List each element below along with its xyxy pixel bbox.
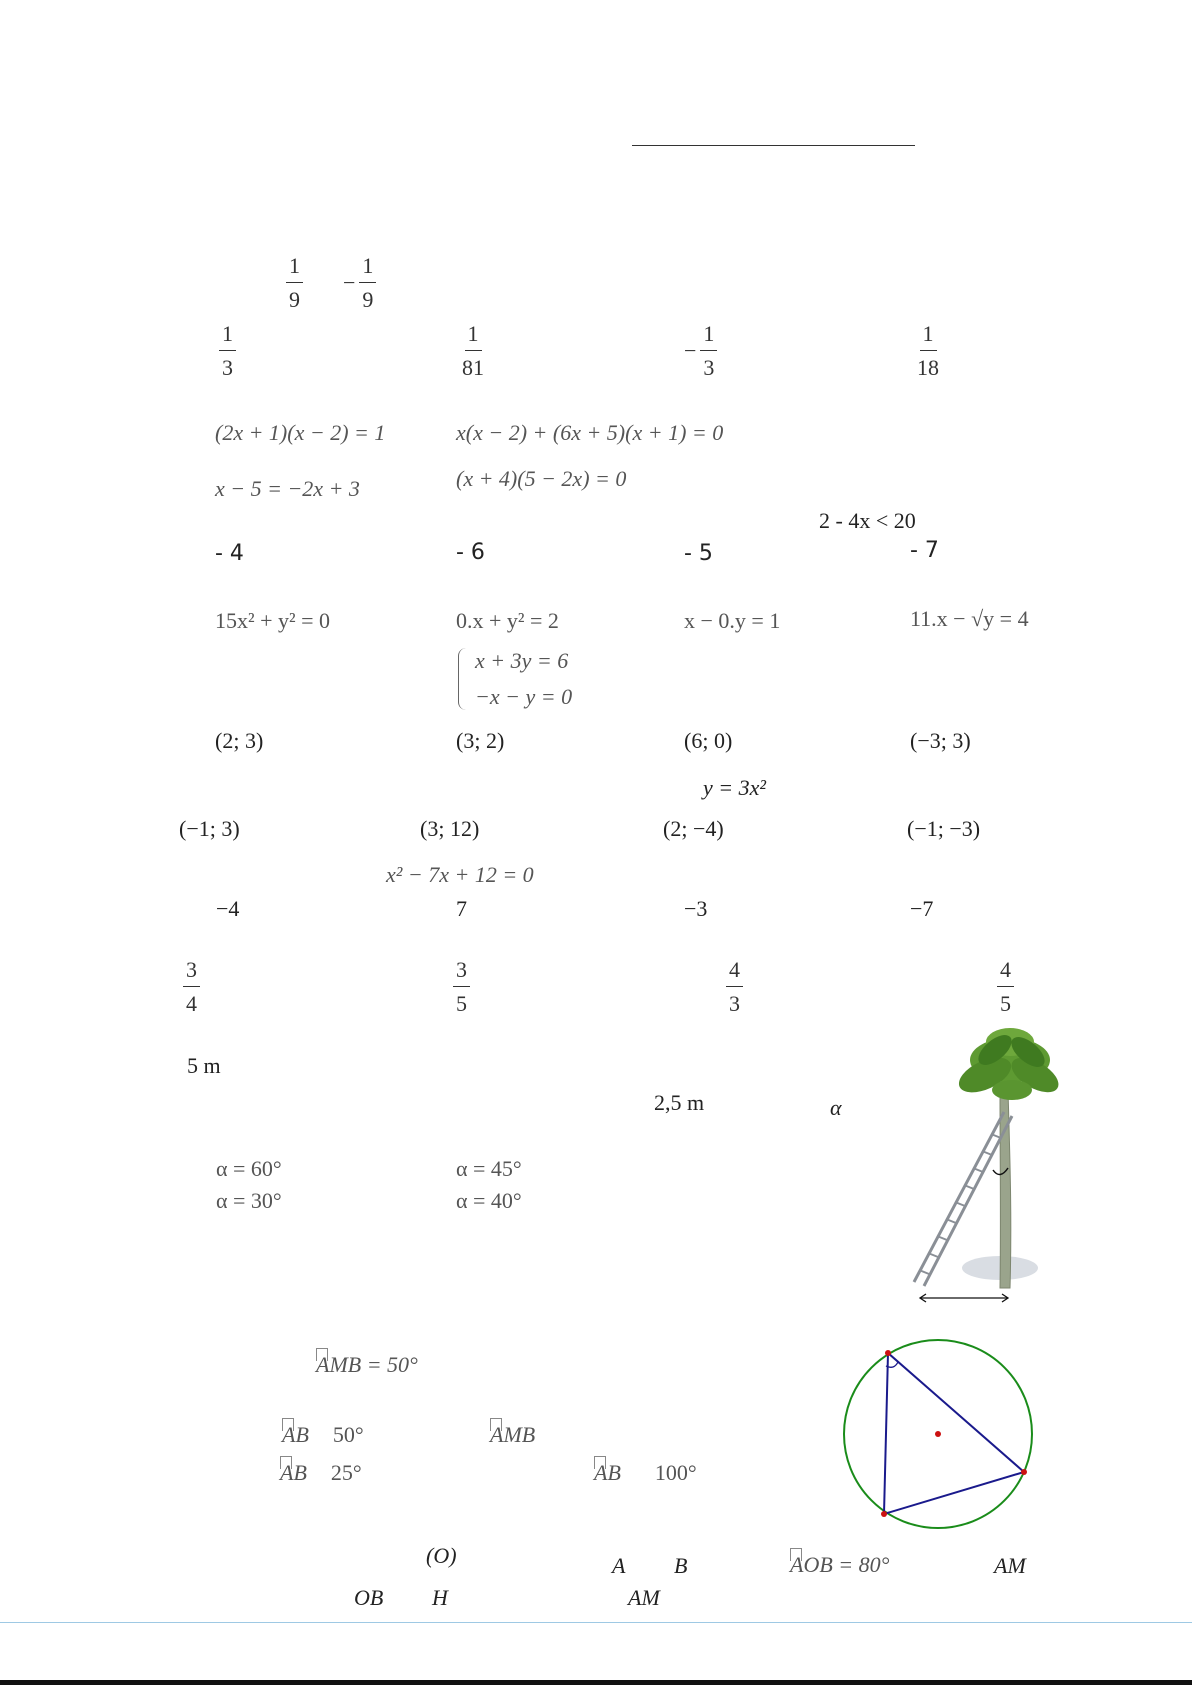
q9-base-length: 2,5 m [654,1090,705,1115]
q3-option-c[interactable]: - 5 [684,541,713,566]
q9-ladder-length: 5 m [187,1053,221,1078]
q1-option-b[interactable]: $\frac{1}{81}$ [462,321,484,380]
q5-system-line-2: −x − y = 0 [475,684,573,709]
q1-option-c[interactable]: − $\frac{1}{3}$ [684,322,717,380]
triangle-amb [884,1353,1024,1514]
q9-option-a[interactable]: α = 60° [216,1156,282,1181]
q1-stem-frac-1: $\frac{1}{9}$ [282,254,303,312]
q6-option-a[interactable]: (−1; 3) [179,816,240,841]
arc-symbol-icon [280,1456,292,1469]
q11-point-b: B [674,1553,688,1578]
q6-option-d[interactable]: (−1; −3) [907,816,981,841]
point-m [885,1350,891,1356]
arc-symbol-icon [282,1418,294,1431]
q9-angle-symbol: α [830,1095,842,1120]
q4-option-a[interactable]: 15x² + y² = 0 [215,608,331,633]
q2-equation-c[interactable]: x − 5 = −2x + 3 [215,476,360,501]
q3-option-b[interactable]: - 6 [456,540,485,565]
q3-option-d[interactable]: - 7 [910,538,939,563]
point-b [1021,1469,1027,1475]
q8-option-b[interactable]: $\frac{3}{5}$ [453,958,470,1016]
q7-equation: x² − 7x + 12 = 0 [386,862,534,887]
q4-option-c[interactable]: x − 0.y = 1 [684,608,781,633]
angle-symbol-icon [790,1548,802,1561]
q10-option-a[interactable]: AB 50° [282,1422,364,1448]
q3-inequality: 2 - 4x < 20 [819,508,916,533]
q6-option-b[interactable]: (3; 12) [420,816,480,841]
q7-option-d[interactable]: −7 [910,896,934,921]
q9-option-c[interactable]: α = 30° [216,1188,282,1213]
footer-rule [0,1622,1192,1623]
q2-equation-b[interactable]: x(x − 2) + (6x + 5)(x + 1) = 0 [456,420,724,445]
q8-option-d[interactable]: $\frac{4}{5}$ [997,958,1014,1016]
q9-option-d[interactable]: α = 40° [456,1188,522,1213]
q2-equation-a[interactable]: (2x + 1)(x − 2) = 1 [215,420,386,445]
q7-option-b[interactable]: 7 [456,896,467,921]
q2-equation-d[interactable]: (x + 4)(5 − 2x) = 0 [456,466,627,491]
palm-ladder-illustration [900,1020,1060,1310]
q11-segment-am-2: AM [628,1585,660,1610]
q11-segment-ob: OB [354,1585,384,1610]
center-point [935,1431,941,1437]
q4-option-d[interactable]: 11.x − √y = 4 [910,606,1029,631]
angle-symbol-icon [490,1418,502,1431]
header-underline [632,145,915,146]
q11-circle: (O) [426,1543,457,1568]
q10-option-b[interactable]: AMB [490,1422,535,1448]
arc-symbol-icon [594,1456,606,1469]
angle-symbol-icon [316,1348,328,1361]
q5-option-c[interactable]: (6; 0) [684,728,733,753]
q7-option-a[interactable]: −4 [216,896,240,921]
q5-option-a[interactable]: (2; 3) [215,728,264,753]
point-a [881,1511,887,1517]
q1-option-d[interactable]: $\frac{1}{18}$ [917,321,939,380]
q8-option-c[interactable]: $\frac{4}{3}$ [726,958,743,1016]
q6-function: y = 3x² [703,775,766,800]
q8-option-a[interactable]: $\frac{3}{4}$ [183,958,200,1016]
q5-option-b[interactable]: (3; 2) [456,728,505,753]
q9-option-b[interactable]: α = 45° [456,1156,522,1181]
q10-angle-given: AMB = 50° [316,1352,418,1378]
q7-option-c[interactable]: −3 [684,896,708,921]
q1-stem-frac-2: − $\frac{1}{9}$ [343,254,376,312]
q5-system-brace [458,648,471,710]
q11-angle: AOB = 80° [790,1552,889,1578]
q10-option-c[interactable]: AB 25° [280,1460,362,1486]
base-arrow [920,1294,1008,1302]
q5-system-line-1: x + 3y = 6 [475,648,569,673]
page-bottom-edge [0,1680,1192,1685]
circle-diagram [838,1336,1038,1536]
q3-option-a[interactable]: - 4 [215,541,244,566]
q11-point-h: H [432,1585,448,1610]
q5-option-d[interactable]: (−3; 3) [910,728,971,753]
q1-option-a[interactable]: $\frac{1}{3}$ [215,322,236,380]
q10-option-d[interactable]: AB 100° [594,1460,697,1486]
q11-segment-am: AM [994,1553,1026,1578]
q4-option-b[interactable]: 0.x + y² = 2 [456,608,559,633]
palm-fronds [954,1028,1060,1100]
q11-point-a: A [612,1553,626,1578]
q5-system [458,648,572,710]
q6-option-c[interactable]: (2; −4) [663,816,724,841]
